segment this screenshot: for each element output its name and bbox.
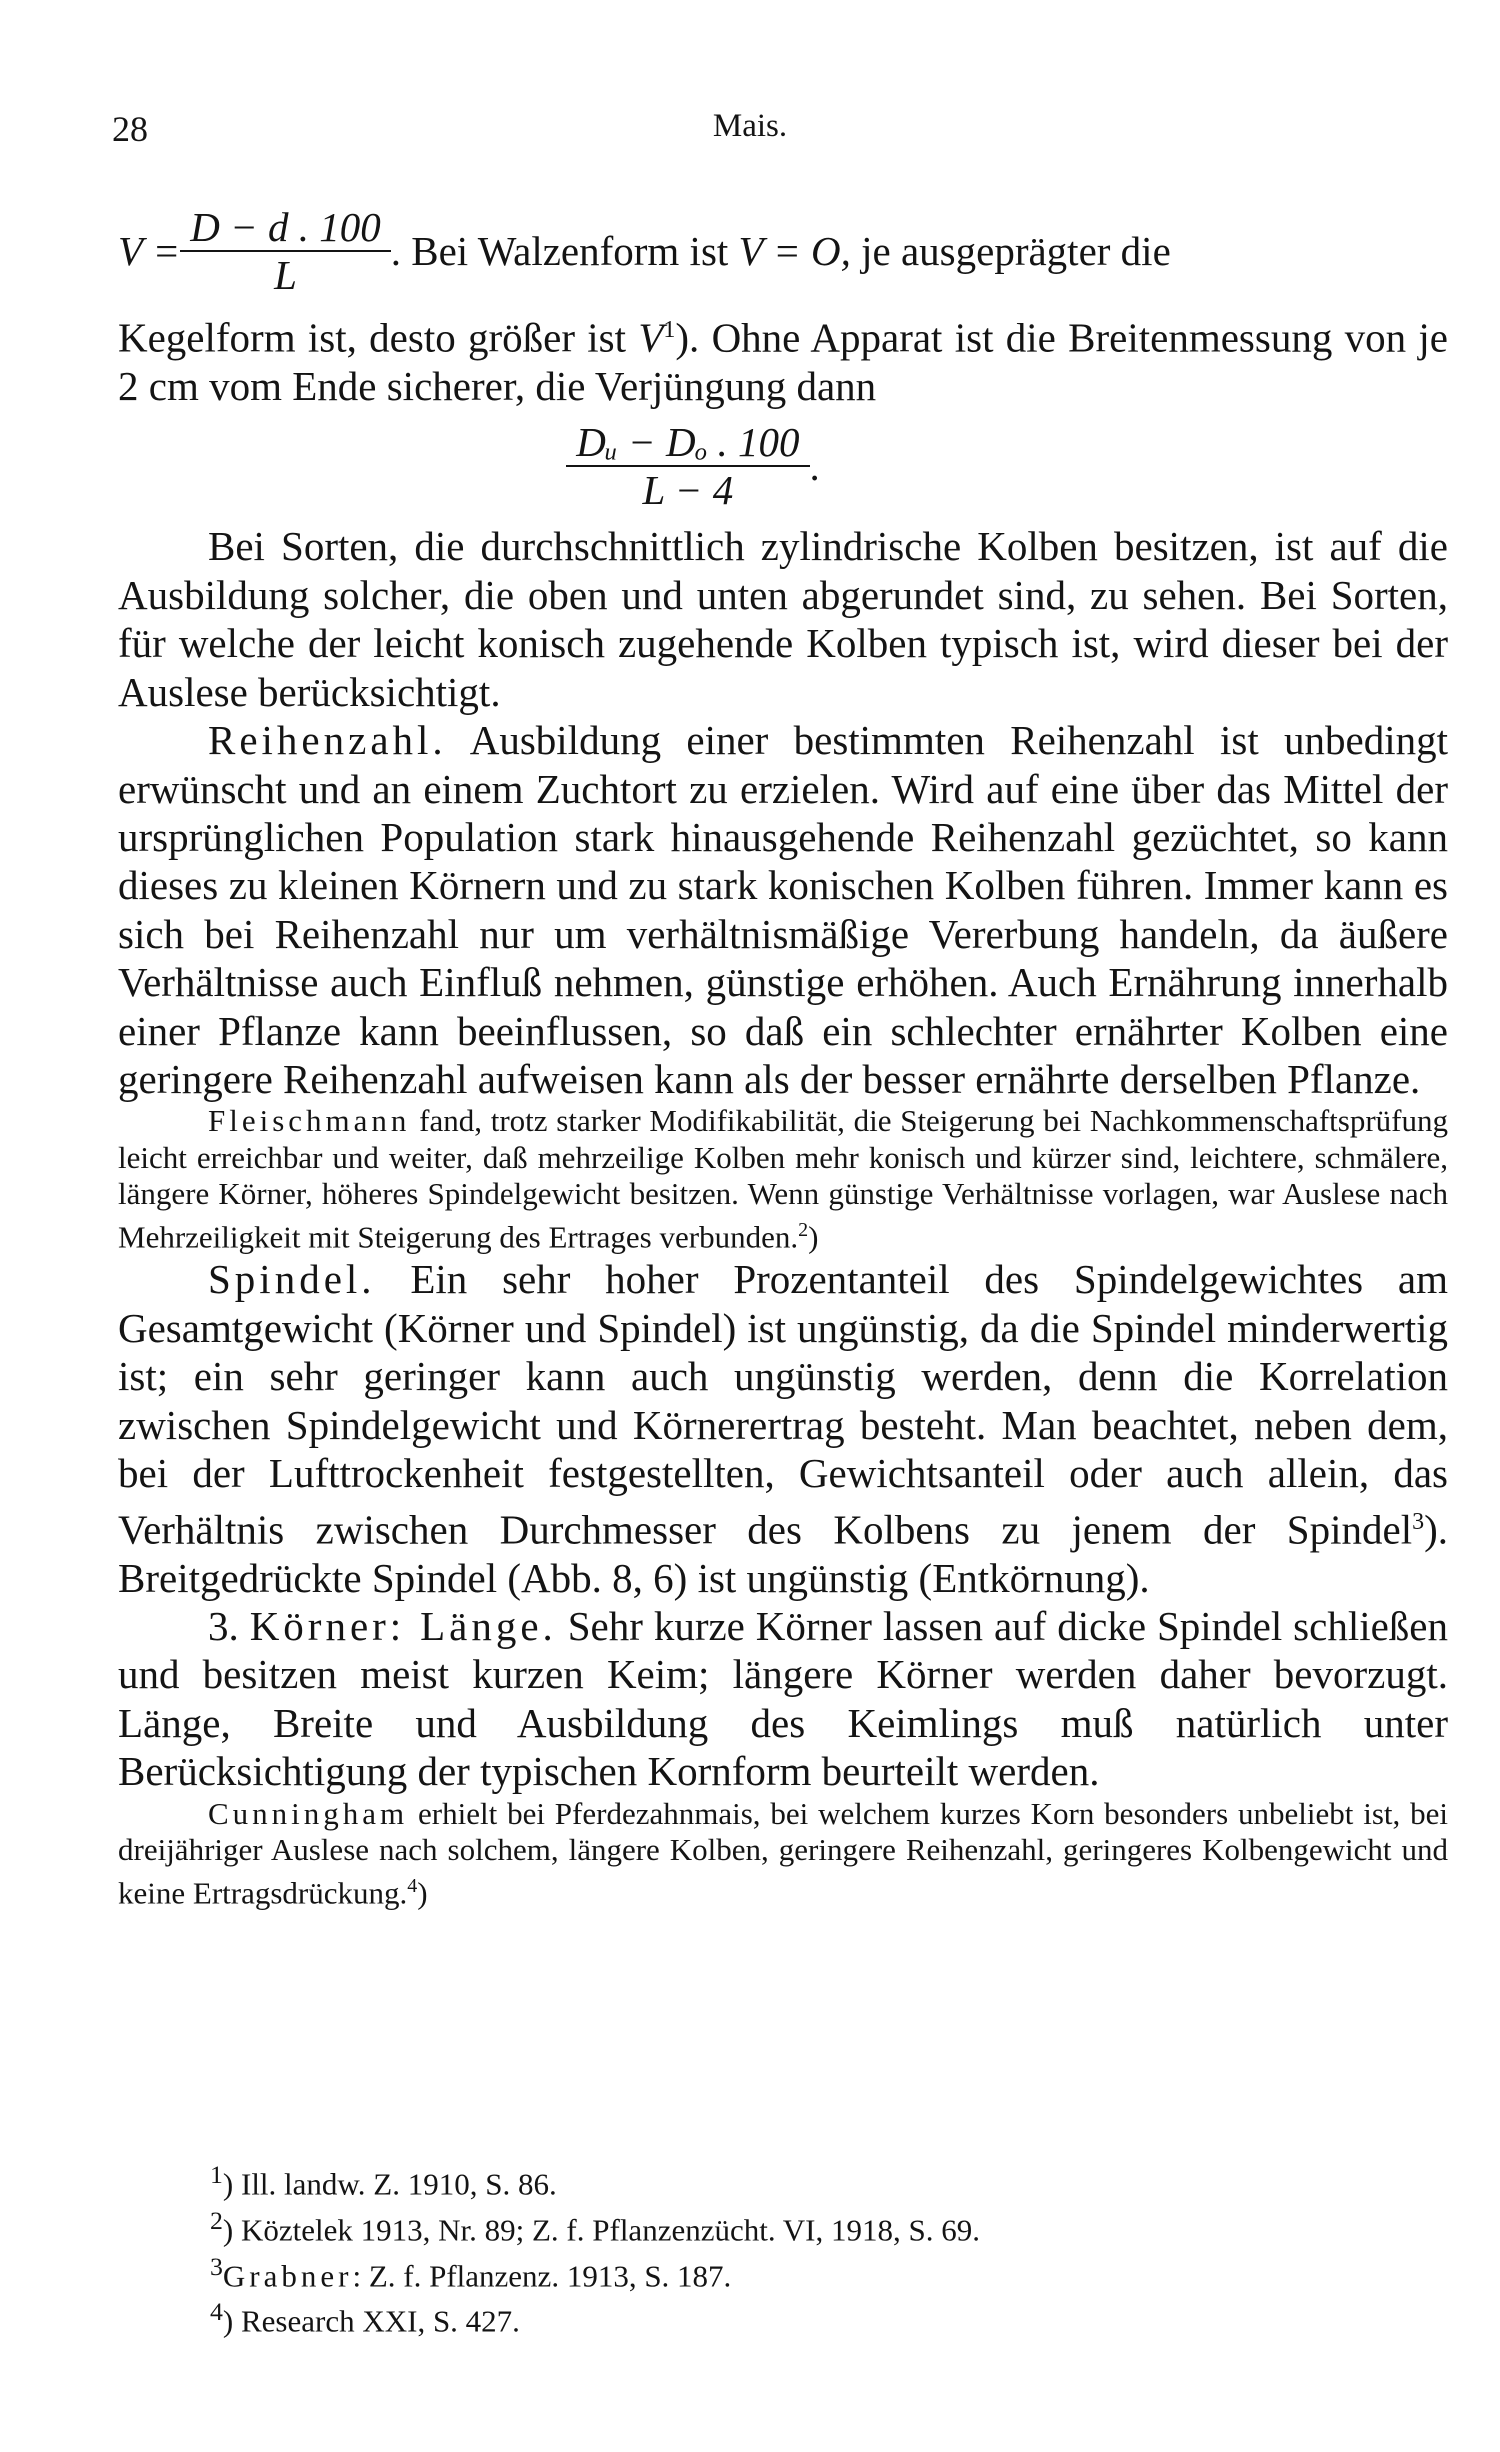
formula1-lhs: V = bbox=[118, 227, 181, 274]
footnote-item bbox=[210, 2157, 980, 2203]
paragraph-kegelform bbox=[118, 306, 1448, 410]
running-title: Mais. bbox=[712, 108, 788, 144]
para1-text-a: Kegelform ist, desto größer ist bbox=[118, 314, 639, 361]
footnote-ref-1: 1 bbox=[663, 317, 676, 343]
footnote-mark: 4 bbox=[210, 2297, 223, 2327]
fleischmann-text: fand, trotz starker Modifikabilität, die Steigerung bei Nachkommenschaftsprüfung leicht erreichbar und weiter, daß mehrzeilige Kolben mehr konisch und kürzer sind, leichtere, schmälere, längere Körner, höheres Spindelgewicht besitzen. Wenn günstige Verhältnisse vorlagen, war Auslese nach Mehrzeiligkeit mit Steigerung des Ertrages verbunden. bbox=[118, 1103, 1448, 1255]
formula1-trail: . bbox=[390, 227, 412, 274]
formula-line-2 bbox=[118, 410, 1448, 522]
cunningham-text: erhielt bei Pferdezahnmais, bei welchem kurzes Korn besonders unbeliebt ist, bei dreijähriger Auslese nach solchem, längere Kolben, geringere Reihenzahl, geringeres Kolbengewicht und keine Ertragsdrückung. bbox=[118, 1795, 1448, 1911]
para1-var: V bbox=[638, 314, 664, 361]
footnote-item bbox=[210, 2294, 980, 2340]
footnote-item bbox=[210, 2203, 980, 2249]
formula2-denominator: L − 4 bbox=[566, 465, 809, 513]
note-fleischmann bbox=[118, 1103, 1448, 1255]
formula1-inline-equation: V = O, bbox=[738, 227, 851, 274]
formula1-text-b: je ausgeprägter die bbox=[850, 227, 1171, 274]
koerner-number: 3. bbox=[208, 1602, 250, 1649]
footnote-mark: 1 bbox=[210, 2160, 223, 2189]
footnote-text: ) Köztelek 1913, Nr. 89; Z. f. Pflanzenzücht. VI, 1918, S. 69. bbox=[222, 2212, 980, 2248]
page-body bbox=[118, 196, 1448, 1912]
footnote-ref-4: 4 bbox=[407, 1875, 418, 1898]
note-cunningham bbox=[118, 1796, 1448, 1912]
formula1-fraction bbox=[180, 204, 391, 298]
fleischmann-close: ) bbox=[808, 1219, 819, 1255]
fleischmann-name: Fleischmann bbox=[208, 1103, 411, 1139]
formula2-numerator: Dᵤ − Dₒ . 100 bbox=[576, 419, 800, 466]
footnote-text: : Z. f. Pflanzenz. 1913, S. 187. bbox=[352, 2257, 732, 2293]
formula1-text-a: Bei Walzenform ist bbox=[411, 227, 739, 274]
paragraph-koerner bbox=[118, 1602, 1448, 1796]
cunningham-close: ) bbox=[417, 1875, 428, 1911]
formula-line-1 bbox=[118, 196, 1448, 306]
page-number: 28 bbox=[112, 109, 148, 149]
formula1-numerator: D − d . 100 bbox=[190, 204, 381, 250]
footnote-author: Grabner bbox=[222, 2257, 353, 2293]
footnote-mark: 3 bbox=[210, 2251, 223, 2281]
paragraph-spindel bbox=[118, 1255, 1448, 1602]
paragraph-sorten: Bei Sorten, die durchschnittlich zylindrische Kolben besitzen, ist auf die Ausbildung solcher, die oben und unten abgerundet sind, zu sehen. Bei Sorten, für welche der leicht konisch zugehende Kolben typisch ist, wird dieser bei der Auslese berücksichtigt. bbox=[118, 523, 1448, 715]
formula2-trail: . bbox=[809, 443, 820, 490]
formula1-denominator: L bbox=[180, 250, 391, 298]
spindel-text-b: ). Breitgedrückte Spindel (Abb. 8, 6) ist ungünstig (Entkörnung). bbox=[118, 1506, 1448, 1601]
para1-text-b: ). Ohne Apparat ist die Breitenmessung von je 2 cm vom Ende sicherer, die Verjüngung dann bbox=[118, 314, 1448, 410]
spindel-text-a: Ein sehr hoher Prozentanteil des Spindelgewichtes am Gesamtgewicht (Körner und Spindel) ist ungünstig, da die Spindel minderwertig ist; ein sehr geringer kann auch ungünstig werden, denn die Korrelation zwischen Spindelgewicht und Körnerertrag besteht. Man beachtet, neben dem, bei der Lufttrockenheit festgestellten, Gewichtsanteil oder auch allein, das Verhältnis zwischen Durchmesser des Kolbens zu jenem der Spindel bbox=[118, 1256, 1448, 1553]
footnote-text: ) Ill. landw. Z. 1910, S. 86. bbox=[222, 2166, 557, 2202]
footnote-ref-3: 3 bbox=[1412, 1508, 1425, 1535]
spindel-heading: Spindel. bbox=[208, 1256, 376, 1303]
footnote-mark: 2 bbox=[210, 2205, 223, 2235]
koerner-text: Sehr kurze Körner lassen auf dicke Spindel schließen und besitzen meist kurzen Keim; längere Körner werden daher bevorzugt. Länge, Breite und Ausbildung des Keimlings muß natürlich unter Berücksichtigung der typischen Kornform beurteilt werden. bbox=[118, 1602, 1449, 1795]
reihenzahl-text: Ausbildung einer bestimmten Reihenzahl ist unbedingt erwünscht und an einem Zuchtort zu erzielen. Wird auf eine über das Mittel der ursprünglichen Population stark hinausgehende Reihenzahl gezüchtet, so kann dieses zu kleinen Körnern und zu stark konischen Kolben führen. Immer kann es sich bei Reihenzahl nur um verhältnismäßige Vererbung handeln, da äußere Verhältnisse auch Einfluß nehmen, günstige erhöhen. Auch Ernährung innerhalb einer Pflanze kann beeinflussen, so daß ein schlechter ernährter Kolben eine geringere Reihenzahl aufweisen kann als der besser ernährte derselben Pflanze. bbox=[118, 717, 1448, 1102]
footnote-ref-2: 2 bbox=[798, 1218, 809, 1241]
paragraph-reihenzahl bbox=[118, 716, 1448, 1103]
koerner-heading: Körner: Länge. bbox=[249, 1602, 557, 1649]
footnote-item bbox=[210, 2249, 980, 2295]
reihenzahl-heading: Reihenzahl. bbox=[208, 717, 447, 764]
footnote-text: ) Research XXI, S. 427. bbox=[222, 2303, 520, 2339]
formula2-fraction bbox=[566, 419, 809, 513]
footnotes bbox=[210, 2157, 980, 2340]
cunningham-name: Cunningham bbox=[208, 1795, 409, 1831]
